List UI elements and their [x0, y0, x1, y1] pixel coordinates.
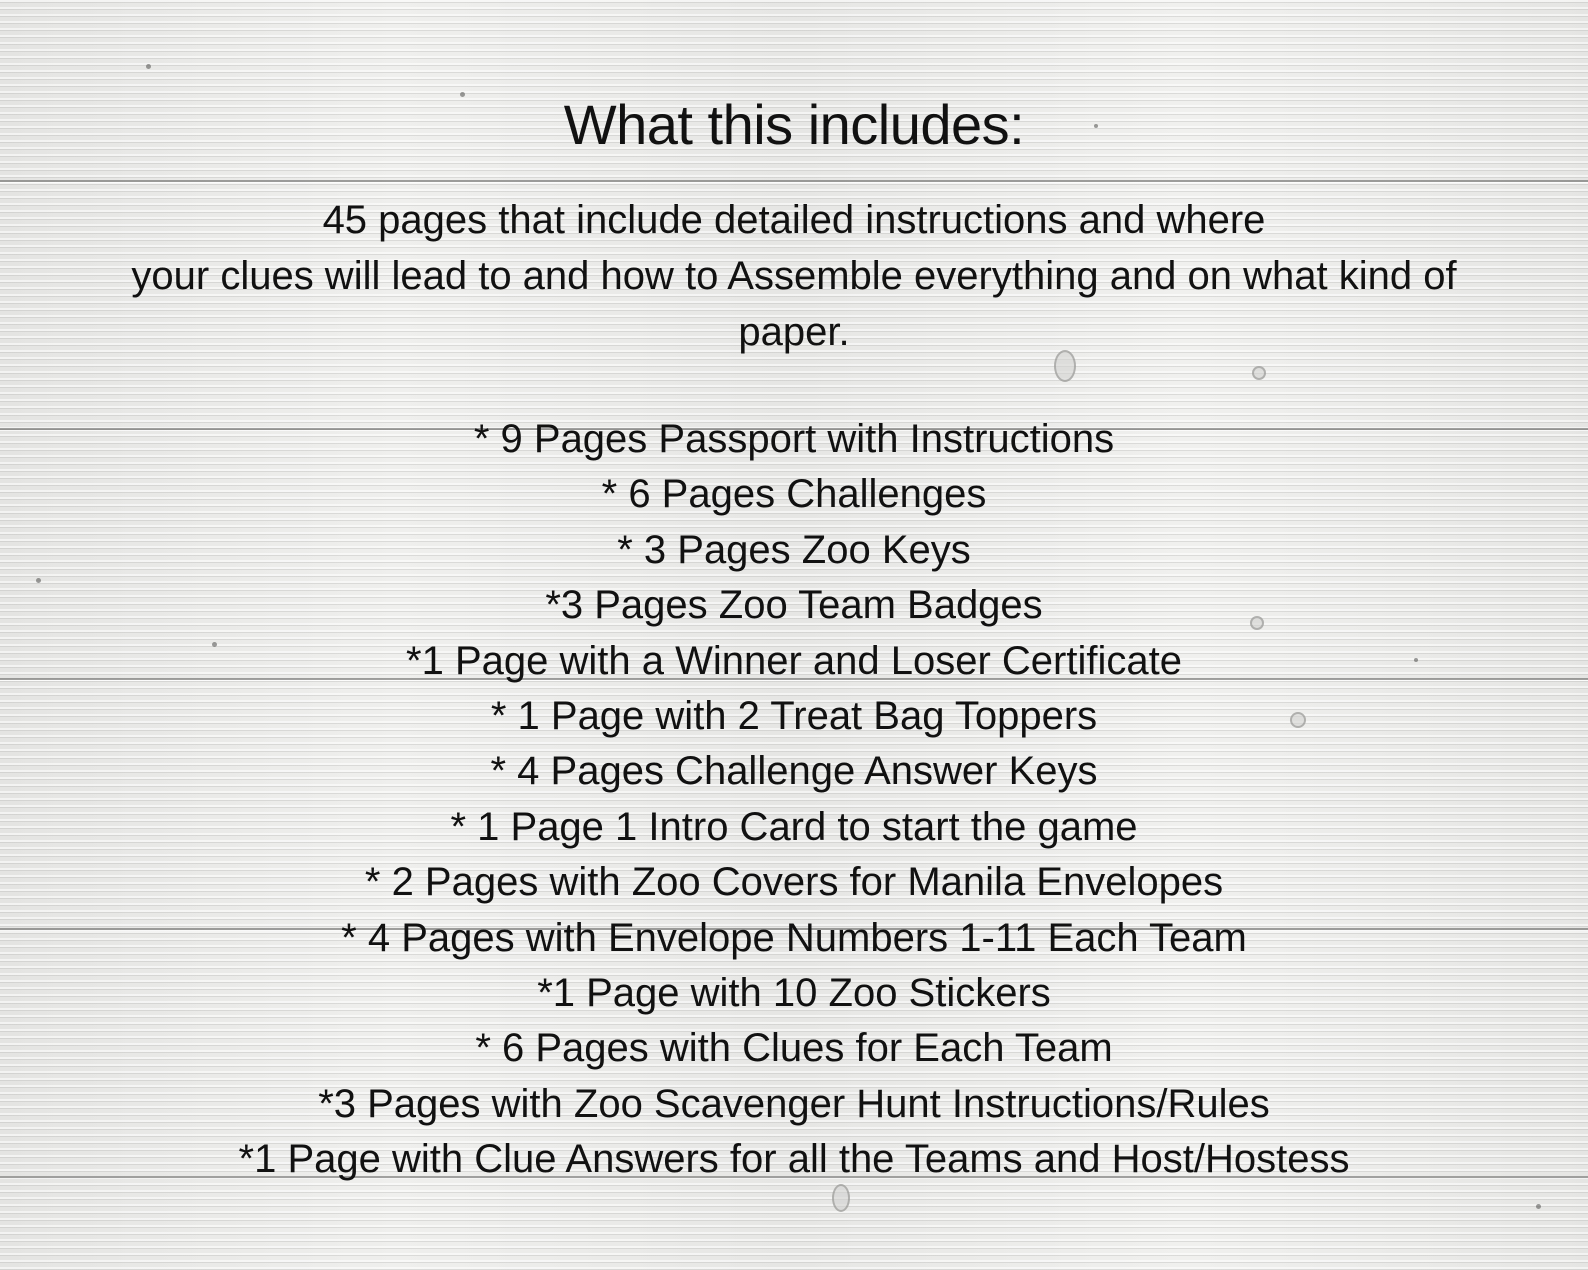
list-item: * 4 Pages with Envelope Numbers 1-11 Each Team: [341, 915, 1247, 960]
list-item: *3 Pages with Zoo Scavenger Hunt Instructions/Rules: [318, 1081, 1270, 1126]
list-item: *1 Page with a Winner and Loser Certificate: [406, 638, 1182, 683]
wood-speck: [146, 64, 151, 69]
list-item: * 2 Pages with Zoo Covers for Manila Envelopes: [364, 860, 1224, 905]
list-item: * 1 Page with 2 Treat Bag Toppers: [490, 694, 1098, 739]
plank-seam: [0, 180, 1588, 182]
intro-line: 45 pages that include detailed instructions and where: [322, 198, 1266, 242]
list-item: * 6 Pages with Clues for Each Team: [475, 1026, 1113, 1071]
intro-line: your clues will lead to and how to Assemble everything and on what kind of: [131, 254, 1457, 298]
intro-line: paper.: [738, 310, 850, 354]
includes-list: [0, 412, 1588, 1188]
list-item: * 9 Pages Passport with Instructions: [473, 417, 1115, 461]
wood-speck: [1536, 1204, 1541, 1209]
list-item: * 6 Pages Challenges: [601, 472, 987, 517]
list-item: *1 Page with 10 Zoo Stickers: [537, 971, 1051, 1016]
list-item: *1 Page with Clue Answers for all the Teams and Host/Hostess: [238, 1137, 1350, 1182]
intro-paragraph: [0, 192, 1588, 360]
list-item: * 1 Page 1 Intro Card to start the game: [450, 804, 1138, 849]
wood-knot: [832, 1184, 850, 1212]
wood-knot: [1252, 366, 1266, 380]
list-item: * 3 Pages Zoo Keys: [617, 527, 971, 572]
page-title: What this includes:: [563, 92, 1025, 156]
list-item: * 4 Pages Challenge Answer Keys: [490, 749, 1098, 794]
list-item: *3 Pages Zoo Team Badges: [545, 583, 1043, 628]
